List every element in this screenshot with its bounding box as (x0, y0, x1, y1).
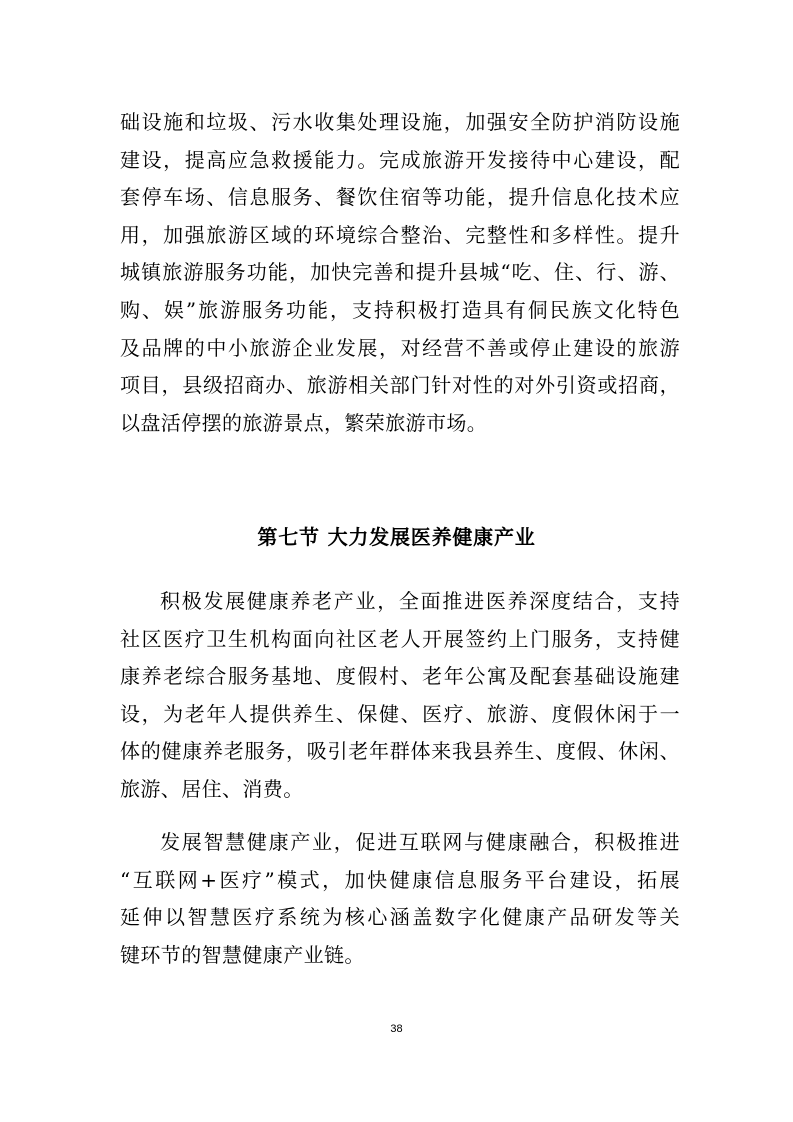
text-line: 延伸以智慧医疗系统为核心涵盖数字化健康产品研发等关 (120, 905, 680, 930)
body-paragraph-2 (120, 583, 680, 809)
page-number: 38 (390, 1023, 403, 1035)
text-line: 以盘活停摆的旅游景点，繁荣旅游市场。 (120, 410, 488, 435)
text-line: 设，为老年人提供养生、保健、医疗、旅游、度假休闲于一 (120, 701, 680, 726)
text-line: 项目，县级招商办、旅游相关部门针对性的对外引资或招商， (120, 373, 680, 398)
text-line: 发展智慧健康产业，促进互联网与健康融合，积极推进 (160, 830, 680, 854)
text-line: 础设施和垃圾、污水收集处理设施，加强安全防护消防设施 (120, 110, 680, 134)
text-line: 体的健康养老服务，吸引老年群体来我县养生、度假、休闲、 (120, 739, 680, 764)
text-line: 购、娱”旅游服务功能，支持积极打造具有侗民族文化特色 (120, 297, 680, 322)
body-paragraph-1 (120, 104, 680, 442)
text-line: 康养老综合服务基地、度假村、老年公寓及配套基础设施建 (120, 664, 680, 689)
text-line: 套停车场、信息服务、餐饮住宿等功能，提升信息化技术应 (120, 185, 680, 210)
body-paragraph-3 (120, 824, 680, 974)
section-heading: 第七节 大力发展医养健康产业 (257, 524, 536, 549)
text-line: 积极发展健康养老产业，全面推进医养深度结合，支持 (160, 589, 680, 613)
text-line: 城镇旅游服务功能，加快完善和提升县城“吃、住、行、游、 (120, 260, 680, 285)
text-line: 建设，提高应急救援能力。完成旅游开发接待中心建设，配 (120, 147, 680, 172)
text-line: “互联网+医疗”模式，加快健康信息服务平台建设，拓展 (120, 867, 680, 892)
text-line: 用，加强旅游区域的环境综合整治、完整性和多样性。提升 (120, 222, 680, 247)
text-line: 社区医疗卫生机构面向社区老人开展签约上门服务，支持健 (120, 626, 680, 651)
text-line: 键环节的智慧健康产业链。 (120, 942, 365, 967)
text-line: 旅游、居住、消费。 (120, 776, 304, 801)
text-line: 及品牌的中小旅游企业发展，对经营不善或停止建设的旅游 (120, 335, 680, 360)
